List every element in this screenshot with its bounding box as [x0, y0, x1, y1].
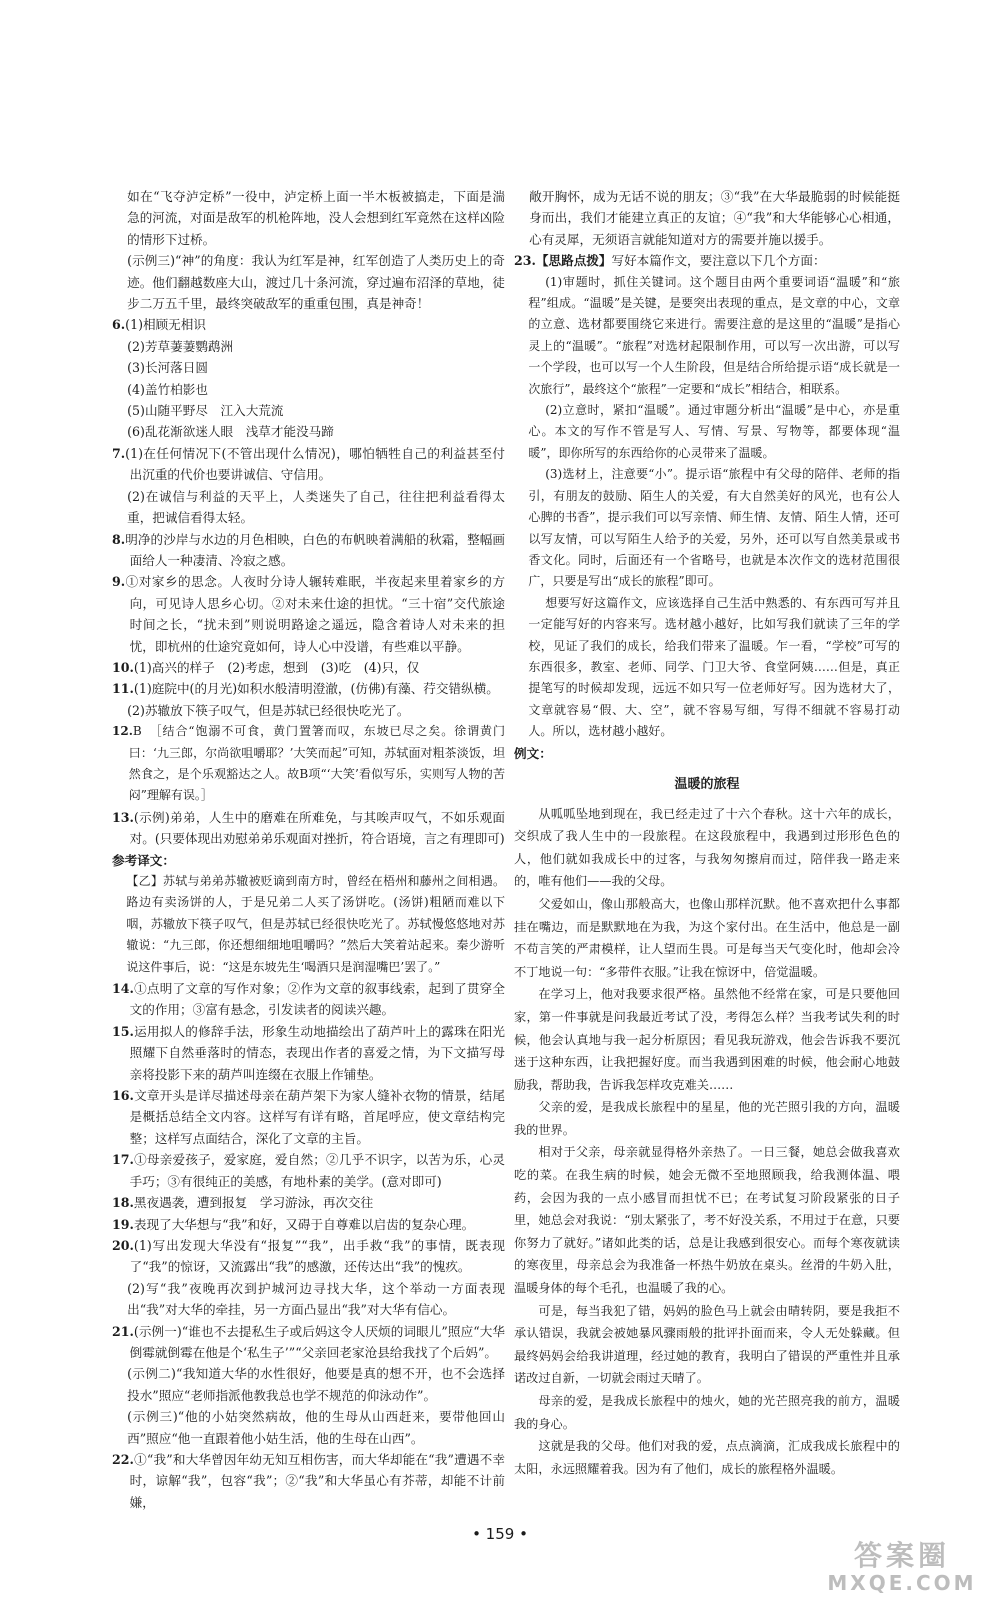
- question-number: 9.: [112, 574, 126, 590]
- essay-paragraph: 父亲的爱，是我成长旅程中的星星，他的光芒照引我的方向，温暖我的世界。: [514, 1100, 900, 1137]
- answer-text: (示例二)“我知道大华的水性很好，他要是真的想不开，也不会选择投水”照应“老师指派他教我总也学不规范的仰泳动作”。: [127, 1366, 505, 1403]
- essay-body: [514, 803, 900, 1481]
- question-number: 12.: [112, 724, 133, 739]
- essay-title: 温暖的旅程: [674, 776, 740, 792]
- answer-paragraph: [112, 1449, 505, 1513]
- answer-paragraph: [514, 250, 900, 271]
- answer-paragraph: [112, 850, 505, 871]
- question-number: 8.: [112, 531, 126, 547]
- tip-label: 【思路点拨】: [535, 253, 612, 269]
- answer-text: (1)写出发现大华没有“报复”“我”，出手救“我”的事情，既表现了“我”的惊讶，又流露出“我”的感激，还传达出“我”的愧疚。: [129, 1237, 505, 1275]
- tip-paragraph: 想要写好这篇作文，应该选择自己生活中熟悉的、有东西可写并且一定能写好的内容来写。选材越小越好，比如写我们就读了三年的学校，见证了我们的成长，给我们带来了温暖。乍一看，“学校”可写的东西很多，教室、老师、同学、门卫大爷、食堂阿姨……但是，真正提笔写的时候却发现，远远不如只写一位老师好写。因为选材大了，文章就容易“假、大、空”，就不容易写细，写得不细就不容易打动人。所以，选材越小越好。: [528, 595, 900, 739]
- left-column: [112, 186, 505, 1513]
- question-number: 20.: [112, 1237, 134, 1253]
- question-number: 19.: [112, 1216, 134, 1232]
- answer-paragraph: [112, 807, 505, 850]
- answer-text: B ［结合“饱溺不可食，黄门置箸而叹，东坡已尽之矣。徐谓黄门曰：‘九三郎，尔尚欲咀嚼耶？’大笑而起”可知，苏轼面对粗茶淡饭，坦然食之，是个乐观豁达之人。故B项“‘大笑’看似写乐，实则写人物的苦闷”理解有误。］: [128, 724, 505, 803]
- answer-text: (示例一)“谁也不去提私生子或后妈这令人厌烦的词眼儿”照应“大华倒霉就倒霉在他是个‘私生子’”“父亲回老家沧县给我找了个后妈”。: [129, 1323, 505, 1360]
- answer-paragraph: [112, 700, 505, 721]
- answer-paragraph: [112, 871, 505, 978]
- answer-text: ①“我”和大华曾因年幼无知互相伤害，而大华却能在“我”遭遇不幸时，谅解“我”，包容“我”；②“我”和大华虽心有芥蒂，却能不计前嫌，: [129, 1451, 505, 1510]
- answer-paragraph: [112, 1149, 505, 1192]
- answer-paragraph: [112, 1021, 505, 1085]
- essay-paragraph: 可是，每当我犯了错，妈妈的脸色马上就会由晴转阴，要是我拒不承认错误，我就会被她暴风骤雨般的批评扑面而来，令人无处躲藏。但最终妈妈会给我讲道理，经过她的教育，我明白了错误的严重性并且承诺改过自新，一切就会雨过天晴了。: [514, 1303, 900, 1386]
- right-column: [514, 186, 900, 1480]
- question-number: 16.: [112, 1088, 134, 1104]
- answer-text: (5)山随平野尽 江入大荒流: [127, 403, 284, 419]
- example-label: 例文：: [514, 745, 552, 761]
- answer-paragraph: [112, 721, 505, 807]
- essay-paragraph: 在学习上，他对我要求很严格。虽然他不经常在家，可是只要他回家，第一件事就是问我最近考试了没，考得怎么样？当我考试失利的时候，他会认真地与我一起分析原因；看见我玩游戏，他会告诉我不要沉迷于这种东西，让我把握好度。而当我遇到困难的时候，他会耐心地鼓励我，帮助我，告诉我怎样攻克难关……: [514, 987, 900, 1092]
- essay-paragraph: 母亲的爱，是我成长旅程中的烛火，她的光芒照亮我的前方，温暖我的身心。: [514, 1394, 900, 1431]
- page-number: • 159 •: [472, 1525, 528, 1543]
- answer-block-top: [514, 186, 900, 272]
- answer-text: 运用拟人的修辞手法，形象生动地描绘出了葫芦叶上的露珠在阳光照耀下自然垂落时的情态，表现出作者的喜爱之情，为下文描写母亲将投影下来的葫芦叫连缀在衣服上作铺垫。: [129, 1023, 505, 1082]
- answer-paragraph: [112, 186, 505, 250]
- answer-paragraph: [112, 379, 505, 400]
- answer-paragraph: [112, 1235, 505, 1278]
- question-number: 13.: [112, 809, 134, 825]
- tip-paragraph: (3)选材上，注意要“小”。提示语“旅程中有父母的陪伴、老师的指引，有朋友的鼓励、陌生人的关爱，有大自然美好的风光，也有公人心脾的书香”，提示我们可以写亲情、师生情、友情、陌生人情，还可以写友情，可以写陌生人给予的关爱，另外，还可以写自然美景或书香文化。同时，后面还有一个省略号，也就是本次作文的选材范围很广，只要是写出“成长的旅程”即可。: [528, 467, 900, 589]
- answer-paragraph: [112, 1363, 505, 1406]
- question-number: 14.: [112, 981, 134, 997]
- answer-text: (1)庭院中(的月光)如积水般清明澄澈，(仿佛)有藻、荇交错纵横。: [133, 681, 499, 697]
- answer-paragraph: [112, 250, 505, 314]
- answer-paragraph: [112, 314, 505, 335]
- answer-paragraph: [514, 186, 900, 250]
- question-number: 11.: [112, 681, 134, 697]
- answer-text: (3)长河落日圆: [127, 360, 208, 376]
- answer-text: ①对家乡的思念。人夜时分诗人辗转难眠，半夜起来里着家乡的方向，可见诗人思乡心切。②对未来仕途的担忧。“三十宿”交代旅途时间之长，“扰未到”则说明路途之遥远，隐含着诗人对未来的担忧，即杭州的仕途究竟如何，诗人心中没谱，有些难以平静。: [125, 574, 505, 654]
- answer-text: (2)在诚信与利益的天平上，人类迷失了自己，往往把利益看得太重，把诚信看得太轻。: [127, 488, 505, 526]
- answer-text: (4)盖竹柏影也: [127, 381, 208, 397]
- answer-paragraph: [112, 421, 505, 442]
- answer-text: (1)在任何情况下(不管出现什么情况)，哪怕牺牲自己的利益甚至付出沉重的代价也要讲诚信、守信用。: [125, 445, 505, 483]
- answer-paragraph: [112, 1321, 505, 1364]
- question-number: 18.: [112, 1195, 134, 1211]
- answer-paragraph: [112, 657, 505, 678]
- answer-paragraph: [112, 529, 505, 572]
- answer-paragraph: [112, 357, 505, 378]
- answer-paragraph: [112, 571, 505, 657]
- answer-paragraph: [112, 978, 505, 1021]
- watermark-logo-domain: MXQE.COM: [827, 1571, 977, 1595]
- question-number: 7.: [112, 445, 126, 461]
- answer-text: 明净的沙岸与水边的月色相映，白色的布帆映着满船的秋霜，整幅画面给人一种凄清、冷寂之感。: [125, 531, 505, 568]
- answer-text: 文章开头是详尽描述母亲在葫芦架下为家人缝补衣物的情景，结尾是概括总结全文内容。这样写有详有略，首尾呼应，使文章结构完整；这样写点面结合，深化了文章的主旨。: [129, 1088, 505, 1146]
- answer-paragraph: [112, 336, 505, 357]
- answer-text: 黑夜遇袭，遭到报复 学习游泳，再次交往: [133, 1195, 374, 1211]
- tip-paragraph: (1)审题时，抓住关键词。这个题目由两个重要词语“温暖”和“旅程”组成。“温暖”是关键，是要突出表现的重点，是文章的中心，文章的立意、选材都要围绕它来进行。需要注意的是这里的“温暖”是指心灵上的“温暖”。“旅程”对选材起限制作用，可以写一次出游，可以写一个学段，也可以写一个人生阶段，但是结合所给提示语“成长就是一次旅行”，最终这个“旅程”一定要和“成长”相结合，相联系。: [528, 274, 900, 396]
- answer-text: 表现了大华想与“我”和好，又碍于自尊难以启齿的复杂心理。: [133, 1216, 475, 1232]
- essay-paragraph: 相对于父亲，母亲就显得格外亲热了。一日三餐，她总会做我喜欢吃的菜。在我生病的时候，她会无微不至地照顾我，给我测体温、喂药，会因为我的一点小感冒而担忧不已；在考试复习阶段紧张的日子里，她总会对我说：“别太紧张了，考不好没关系，不用过于在意，只要你努力了就好。”诸如此类的话，总是让我感到很安心。而每个寒夜就读的寒夜里，母亲总会为我准备一杯热牛奶放在桌头。丝滑的牛奶入肚，温暖身体的每个毛孔，也温暖了我的心。: [514, 1145, 900, 1296]
- essay-paragraph: 从呱呱坠地到现在，我已经走过了十六个春秋。这十六年的成长，交织成了我人生中的一段旅程。在这段旅程中，我遇到过形形色色的人，他们就如我成长中的过客，与我匆匆擦肩而过，陪伴我一路走来的，唯有他们——我的父母。: [514, 806, 900, 889]
- question-number: 6.: [112, 317, 126, 333]
- tip-paragraph: (2)立意时，紧扣“温暖”。通过审题分析出“温暖”是中心，亦是重心。本文的写作不管是写人、写情、写景、写物等，都要体现“温暖”，即你所写的东西给你的心灵带来了温暖。: [528, 403, 900, 460]
- question-number: 21.: [112, 1323, 134, 1339]
- answer-paragraph: [112, 486, 505, 529]
- answer-text: (示例)弟弟，人生中的磨难在所难免，与其唉声叹气，不如乐观面对。(只要体现出劝慰弟弟乐观面对挫折，符合语境，言之有理即可): [129, 809, 505, 847]
- watermark-logo-text: 答案圈: [853, 1539, 950, 1572]
- writing-tips: [514, 272, 900, 743]
- answer-paragraph: [112, 1406, 505, 1449]
- answer-text: 敞开胸怀，成为无话不说的朋友；③“我”在大华最脆弱的时候能挺身而出，我们才能建立真正的友谊；④“我”和大华能够心心相通，心有灵犀，无须语言就能知道对方的需要并施以援手。: [529, 189, 900, 247]
- answer-text: 【乙】苏轼与弟弟苏辙被贬谪到南方时，曾经在梧州和藤州之间相遇。路边有卖汤饼的人，于是兄弟二人买了汤饼吃。(汤饼)粗陋而难以下咽，苏辙放下筷子叹气，但是苏轼已经很快吃光了。苏轼慢悠悠地对苏辙说：“九三郎，你还想细细地咀嚼吗？”然后大笑着站起来。秦少游听说这件事后，说：“这是东坡先生‘喝酒只是润湿嘴巴’罢了。”: [126, 874, 505, 974]
- answer-text: 如在“飞夺泸定桥”一役中，泸定桥上面一半木板被搞走，下面是湍急的河流，对面是敌军的机枪阵地，没人会想到红军竟然在这样凶险的情形下过桥。: [127, 189, 505, 247]
- question-number: 23.: [514, 253, 536, 269]
- answer-paragraph: [112, 1278, 505, 1321]
- answer-text: (1)相顾无相识: [125, 317, 206, 333]
- answer-text: ①点明了文章的写作对象；②作为文章的叙事线索，起到了贯穿全文的作用；③富有悬念，引发读者的阅读兴趣。: [129, 981, 505, 1018]
- answer-text: (示例三)“神”的角度：我认为红军是神，红军创造了人类历史上的奇迹。他们翻越数座大山，渡过几十条河流，穿过遍布沼泽的草地，徒步二万五千里，最终突破敌军的重重包围，真是神奇！: [127, 253, 505, 312]
- question-number: 15.: [112, 1023, 134, 1039]
- answer-text: 参考译文：: [112, 852, 175, 868]
- answer-text: (示例三)“他的小姑突然病故，他的生母从山西赶来，要带他回山西”照应“他一直跟着他小姑生活，他的生母在山西”。: [127, 1409, 505, 1446]
- answer-paragraph: [112, 443, 505, 486]
- answer-text: (6)乱花渐欲迷人眼 浅草才能没马蹄: [127, 424, 334, 440]
- example-essay: [514, 774, 900, 1480]
- answer-paragraph: [112, 1192, 505, 1213]
- question-number: 17.: [112, 1152, 134, 1168]
- question-number: 10.: [112, 659, 134, 675]
- essay-paragraph: 父爱如山，像山那般高大，也像山那样沉默。他不喜欢把什么事都挂在嘴边，而是默默地在为我，为这个家付出。在生活中，他总是一副不苟言笑的严肃模样，让人望而生畏。可是每当天气变化时，他却会冷不丁地说一句：“多带件衣服。”让我在惊讶中，倍觉温暖。: [514, 896, 900, 979]
- answer-paragraph: [112, 1085, 505, 1149]
- answer-text: (1)高兴的样子 (2)考虑，想到 (3)吃 (4)只，仅: [133, 659, 420, 675]
- answer-text: (2)写“我”夜晚再次到护城河边寻找大华，这个举动一方面表现出“我”对大华的牵挂，另一方面凸显出“我”对大华有信心。: [127, 1280, 505, 1318]
- answer-paragraph: [112, 1214, 505, 1235]
- answer-paragraph: [112, 678, 505, 699]
- answer-paragraph: [112, 400, 505, 421]
- answer-text: (2)芳草萋萋鹦鹉洲: [127, 338, 234, 354]
- watermark-logo: [822, 1540, 982, 1596]
- answer-text: ①母亲爱孩子，爱家庭，爱自然；②几乎不识字，以苦为乐，心灵手巧；③有很纯正的美感，有地朴素的美学。(意对即可): [129, 1152, 505, 1189]
- essay-paragraph: 这就是我的父母。他们对我的爱，点点滴滴，汇成我成长旅程中的太阳，永远照耀着我。因为有了他们，成长的旅程格外温暖。: [514, 1439, 900, 1476]
- question-number: 22.: [112, 1451, 134, 1467]
- answer-text: (2)苏辙放下筷子叹气，但是苏轼已经很快吃光了。: [127, 702, 410, 718]
- answer-text: 写好本篇作文，要注意以下几个方面：: [611, 253, 826, 269]
